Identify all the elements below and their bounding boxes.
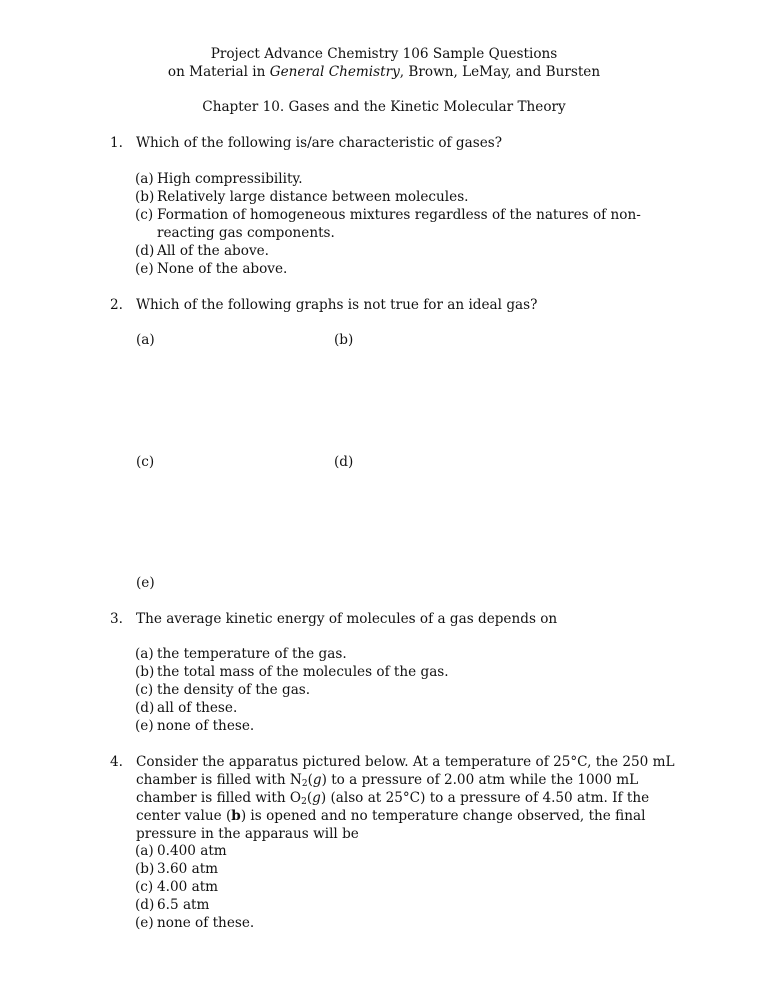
option-text: the density of the gas. bbox=[157, 682, 311, 698]
graph-label-c: (c) bbox=[136, 454, 155, 470]
q4-text-part: ) is opened and no temperature change observed, the final pressure in the apparaus will be bbox=[136, 808, 646, 842]
option bbox=[135, 663, 695, 681]
question-1 bbox=[110, 134, 696, 152]
graph-label-e: (e) bbox=[136, 575, 155, 591]
option-text: High compressibility. bbox=[157, 171, 303, 187]
option-text: Formation of homogeneous mixtures regardless of the natures of non-reacting gas components. bbox=[157, 207, 641, 241]
option-text: All of the above. bbox=[157, 243, 269, 259]
option-text: 6.5 atm bbox=[157, 897, 210, 913]
option-label: (c) bbox=[135, 682, 154, 698]
question-3-options bbox=[135, 645, 695, 735]
option-text: 0.400 atm bbox=[157, 843, 227, 859]
question-text bbox=[136, 753, 696, 843]
option bbox=[135, 206, 695, 242]
book-title: General Chemistry bbox=[269, 64, 400, 80]
q4-text-part: ( bbox=[306, 790, 313, 806]
header-line-1: Project Advance Chemistry 106 Sample Questions bbox=[210, 46, 558, 62]
option bbox=[135, 914, 695, 932]
option-label: (b) bbox=[135, 861, 155, 877]
option bbox=[135, 170, 695, 188]
option-label: (e) bbox=[135, 718, 154, 734]
option bbox=[135, 699, 695, 717]
q4-text-part: ( bbox=[307, 772, 313, 788]
option bbox=[135, 681, 695, 699]
option bbox=[135, 896, 695, 914]
option-text: Relatively large distance between molecules. bbox=[157, 189, 469, 205]
option-label: (e) bbox=[135, 261, 154, 277]
option-label: (b) bbox=[135, 189, 155, 205]
option-label: (b) bbox=[135, 664, 155, 680]
q4-italic-g: g bbox=[312, 790, 321, 806]
option-text: none of these. bbox=[157, 915, 255, 931]
question-4-options bbox=[135, 842, 695, 932]
option-text: the temperature of the gas. bbox=[157, 646, 347, 662]
option-label: (c) bbox=[135, 879, 154, 895]
q4-subscript: 2 bbox=[301, 797, 307, 807]
option-label: (a) bbox=[135, 171, 154, 187]
option bbox=[135, 242, 695, 260]
chapter-title: Chapter 10. Gases and the Kinetic Molecular Theory bbox=[202, 99, 566, 115]
q4-text-part: ) (also at 25°C) to a pressure of 4.50 atm. If the center value ( bbox=[136, 790, 650, 824]
option-label: (d) bbox=[135, 700, 155, 716]
option-label: (a) bbox=[135, 646, 154, 662]
question-number: 3. bbox=[110, 611, 123, 627]
option-text: all of these. bbox=[157, 700, 238, 716]
question-number: 2. bbox=[110, 297, 123, 313]
option-text: the total mass of the molecules of the gas. bbox=[157, 664, 449, 680]
q4-text-part: ) to a pressure of 2.00 atm while the 1000 mL chamber is filled with O bbox=[136, 772, 639, 806]
option bbox=[135, 645, 695, 663]
question-number: 1. bbox=[110, 135, 123, 151]
q4-italic-g: g bbox=[312, 772, 322, 788]
header-line-2-post: , Brown, LeMay, and Bursten bbox=[399, 64, 601, 80]
option-label: (d) bbox=[135, 897, 155, 913]
option-text: 3.60 atm bbox=[157, 861, 219, 877]
option bbox=[135, 842, 695, 860]
graph-label-b: (b) bbox=[334, 332, 354, 348]
graph-label-a: (a) bbox=[136, 332, 155, 348]
question-number: 4. bbox=[110, 754, 123, 770]
graph-label-d: (d) bbox=[334, 454, 354, 470]
question-3 bbox=[110, 610, 696, 628]
option-text: 4.00 atm bbox=[157, 879, 219, 895]
option bbox=[135, 260, 695, 278]
option-text: none of these. bbox=[157, 718, 255, 734]
question-text: Which of the following graphs is not true for an ideal gas? bbox=[136, 297, 538, 313]
option-text: None of the above. bbox=[157, 261, 288, 277]
q4-subscript: 2 bbox=[301, 779, 308, 789]
question-text: The average kinetic energy of molecules of a gas depends on bbox=[136, 611, 558, 627]
option bbox=[135, 188, 695, 206]
question-4 bbox=[110, 753, 696, 843]
option-label: (e) bbox=[135, 915, 154, 931]
question-text: Which of the following is/are characteristic of gases? bbox=[136, 135, 503, 151]
option bbox=[135, 860, 695, 878]
option bbox=[135, 878, 695, 896]
q4-bold-valve: b bbox=[231, 808, 241, 824]
option-label: (c) bbox=[135, 207, 154, 223]
option-label: (a) bbox=[135, 843, 154, 859]
header-line-2 bbox=[0, 63, 768, 81]
header-line-2-pre: on Material in bbox=[167, 64, 270, 80]
q4-text-part: Consider the apparatus pictured below. At a temperature of 25°C, the 250 mL chamber is filled with N bbox=[136, 754, 675, 788]
question-1-options bbox=[135, 170, 695, 278]
question-2 bbox=[110, 296, 696, 314]
option bbox=[135, 717, 695, 735]
option-label: (d) bbox=[135, 243, 155, 259]
